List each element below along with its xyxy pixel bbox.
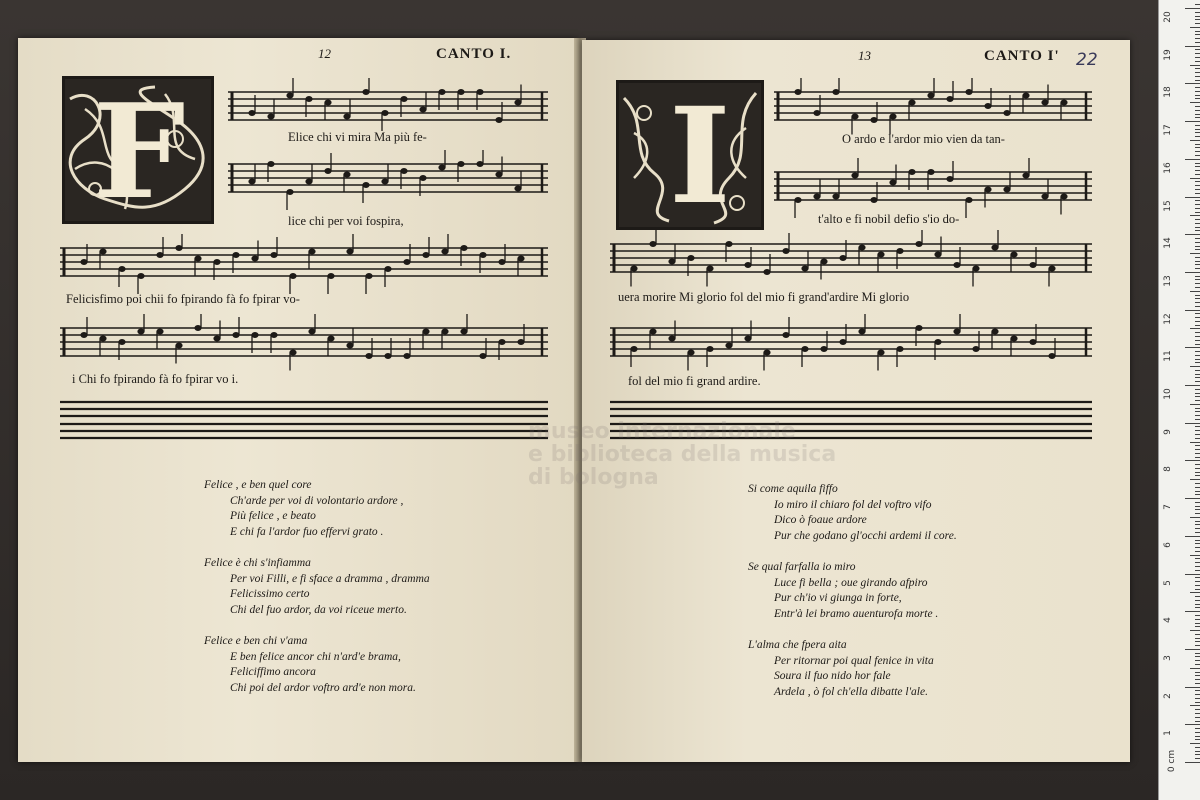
ruler-number: 12 xyxy=(1163,312,1173,325)
poem-line: Soura il fuo nido hor fale xyxy=(774,670,891,682)
ruler-tick xyxy=(1190,705,1200,706)
ruler-tick xyxy=(1195,675,1200,676)
ruler-number: 9 xyxy=(1163,428,1173,435)
ruler-tick xyxy=(1195,72,1200,73)
ruler-tick xyxy=(1195,702,1200,703)
ruler-tick xyxy=(1195,181,1200,182)
ruler-tick xyxy=(1195,16,1200,17)
ruler-tick xyxy=(1195,34,1200,35)
ruler-tick xyxy=(1195,246,1200,247)
ruler-tick xyxy=(1195,532,1200,533)
ruler-tick xyxy=(1195,317,1200,318)
ruler-tick xyxy=(1185,197,1200,198)
initial-letter: F xyxy=(93,75,186,228)
ruler-tick xyxy=(1195,521,1200,522)
ruler-tick xyxy=(1195,694,1200,695)
ruler-tick xyxy=(1195,449,1200,450)
ruler-tick xyxy=(1185,159,1200,160)
ruler-tick xyxy=(1195,38,1200,39)
ruler-tick xyxy=(1195,129,1200,130)
ruler-tick xyxy=(1195,321,1200,322)
watermark-line: museo internazionale xyxy=(528,419,796,444)
ruler-tick xyxy=(1195,313,1200,314)
music-staff-1 xyxy=(774,78,1092,138)
ruler-tick xyxy=(1190,668,1200,669)
ruler-tick xyxy=(1195,438,1200,439)
ruler-tick xyxy=(1195,87,1200,88)
ruler-tick xyxy=(1185,347,1200,348)
music-staff-4 xyxy=(60,314,548,374)
ruler-tick xyxy=(1185,724,1200,725)
ruler-tick xyxy=(1195,166,1200,167)
ruler-tick xyxy=(1195,653,1200,654)
ruler-tick xyxy=(1195,604,1200,605)
ruler-tick xyxy=(1195,279,1200,280)
ruler-tick xyxy=(1195,332,1200,333)
ruler-tick xyxy=(1185,762,1200,763)
poem-line: Dico ò foaue ardore xyxy=(774,514,867,526)
stanza xyxy=(748,638,957,700)
ruler-tick xyxy=(1190,592,1200,593)
ruler-tick xyxy=(1195,491,1200,492)
ruler-tick xyxy=(1195,381,1200,382)
ruler-tick xyxy=(1195,551,1200,552)
ruler-tick xyxy=(1195,57,1200,58)
ruler-tick xyxy=(1195,634,1200,635)
ruler-tick xyxy=(1195,351,1200,352)
lyric-line-3: uera morire Mi glorio fol del mio fi grand'ardire Mi glorio xyxy=(618,290,910,304)
ruler-number: 2 xyxy=(1163,692,1173,699)
poem-line: Entr'à lei bramo auenturofa morte . xyxy=(774,607,939,620)
ruler-number: 19 xyxy=(1163,48,1173,61)
ruler-tick xyxy=(1195,4,1200,5)
ruler-tick xyxy=(1195,509,1200,510)
ruler-tick xyxy=(1190,517,1200,518)
ruler-tick xyxy=(1195,268,1200,269)
poem-line: Si come aquila fiffo xyxy=(748,483,838,495)
ruler-tick xyxy=(1195,453,1200,454)
ruler-tick xyxy=(1195,230,1200,231)
ruler-tick xyxy=(1195,641,1200,642)
ruler-tick xyxy=(1195,747,1200,748)
ruler-tick xyxy=(1195,751,1200,752)
lyric-line-4: fol del mio fi grand ardire. xyxy=(628,374,761,388)
ruler-tick xyxy=(1195,325,1200,326)
ruler-tick xyxy=(1195,374,1200,375)
poem-line: Pur ch'io vi giunga in forte, xyxy=(774,592,902,604)
ruler-tick xyxy=(1195,656,1200,657)
ruler-tick xyxy=(1195,615,1200,616)
stanza xyxy=(204,556,430,618)
left-page xyxy=(18,38,578,762)
ruler-tick xyxy=(1195,68,1200,69)
ruler-tick xyxy=(1195,23,1200,24)
ruler-tick xyxy=(1195,208,1200,209)
ruler-tick xyxy=(1195,257,1200,258)
ruler-tick xyxy=(1185,460,1200,461)
ruler-number: 11 xyxy=(1163,350,1173,363)
ruler-tick xyxy=(1195,212,1200,213)
ruler-tick xyxy=(1195,683,1200,684)
ruler-tick xyxy=(1185,234,1200,235)
ruler-tick xyxy=(1195,472,1200,473)
ruler-tick xyxy=(1195,698,1200,699)
ruler-tick xyxy=(1195,623,1200,624)
ruler-tick xyxy=(1195,53,1200,54)
ruler-number: 15 xyxy=(1163,199,1173,212)
lyric-line-4: i Chi fo fpirando fà fo fpirar vo i. xyxy=(72,372,239,386)
music-staff-4 xyxy=(610,314,1092,374)
ruler-tick xyxy=(1195,219,1200,220)
ruler-tick xyxy=(1195,147,1200,148)
ruler-tick xyxy=(1195,415,1200,416)
ruler-tick xyxy=(1195,426,1200,427)
ruler-tick xyxy=(1195,709,1200,710)
ruler-tick xyxy=(1195,193,1200,194)
ruler-tick xyxy=(1195,664,1200,665)
ruler-tick xyxy=(1195,155,1200,156)
ruler-tick xyxy=(1195,355,1200,356)
poem-line: Chi del fuo ardor, da voi riceue merto. xyxy=(230,603,407,616)
ruler-tick xyxy=(1195,359,1200,360)
music-staff-2 xyxy=(228,150,548,210)
ruler-tick xyxy=(1190,140,1200,141)
ruler-tick xyxy=(1195,283,1200,284)
ruler-tick xyxy=(1190,442,1200,443)
music-staff-3 xyxy=(60,234,548,294)
poem-line: Felicissimo certo xyxy=(230,588,310,600)
ruler-number: 8 xyxy=(1163,466,1173,473)
ruler-tick xyxy=(1190,178,1200,179)
ruler-tick xyxy=(1195,562,1200,563)
watermark-line: e biblioteca della musica xyxy=(528,442,837,467)
ruler-tick xyxy=(1195,170,1200,171)
page-number: 13 xyxy=(858,48,871,63)
ruler-tick xyxy=(1195,200,1200,201)
ruler-tick xyxy=(1195,464,1200,465)
ruler-tick xyxy=(1195,336,1200,337)
ruler-number: 16 xyxy=(1163,162,1173,174)
ruler-tick xyxy=(1195,61,1200,62)
stanza xyxy=(748,560,957,622)
ruler-tick xyxy=(1195,660,1200,661)
ruler-tick xyxy=(1195,306,1200,307)
ruler-tick xyxy=(1195,31,1200,32)
page-header: CANTO I' xyxy=(984,48,1060,64)
ruler-tick xyxy=(1190,743,1200,744)
ruler-tick xyxy=(1195,340,1200,341)
ruler-tick xyxy=(1195,110,1200,111)
ruler-tick xyxy=(1195,457,1200,458)
page-number: 12 xyxy=(318,46,331,61)
ruler-tick xyxy=(1195,298,1200,299)
ruler-tick xyxy=(1185,498,1200,499)
ruler-tick xyxy=(1195,377,1200,378)
ruler-tick xyxy=(1195,393,1200,394)
ruler-tick xyxy=(1195,174,1200,175)
ruler-tick xyxy=(1195,249,1200,250)
poem-line: Pur che godano gl'occhi ardemi il core. xyxy=(774,529,957,542)
ruler-tick xyxy=(1195,362,1200,363)
poem-text xyxy=(748,482,957,716)
library-watermark xyxy=(528,420,836,489)
ruler-tick xyxy=(1185,649,1200,650)
ruler-tick xyxy=(1195,238,1200,239)
ruler-tick xyxy=(1195,728,1200,729)
poem-text xyxy=(204,478,430,712)
ruler-tick xyxy=(1195,732,1200,733)
poem-line: Luce fi bella ; oue girando afpiro xyxy=(774,576,928,589)
ruler-number: 18 xyxy=(1163,86,1173,99)
ruler-tick xyxy=(1195,396,1200,397)
poem-line: Felice è chi s'infiamma xyxy=(204,557,311,569)
ruler-tick xyxy=(1185,385,1200,386)
ruler-tick xyxy=(1195,717,1200,718)
poem-line: L'alma che fpera aita xyxy=(748,639,847,651)
poem-line: Ardela , ò fol ch'ella dibatte l'ale. xyxy=(774,685,928,698)
ruler-tick xyxy=(1195,144,1200,145)
ruler-tick xyxy=(1195,524,1200,525)
ruler-tick xyxy=(1195,419,1200,420)
ruler-tick xyxy=(1195,132,1200,133)
ruler-tick xyxy=(1185,574,1200,575)
ruler-number: 3 xyxy=(1163,655,1173,661)
decorated-initial xyxy=(616,79,764,234)
ruler-tick xyxy=(1195,80,1200,81)
ruler-tick xyxy=(1195,754,1200,755)
ruler-tick xyxy=(1195,117,1200,118)
ruler-tick xyxy=(1190,102,1200,103)
lyric-line-1: O ardo e l'ardor mio vien da tan- xyxy=(842,132,1005,146)
ruler-tick xyxy=(1195,151,1200,152)
ruler-tick xyxy=(1195,163,1200,164)
ruler-tick xyxy=(1195,577,1200,578)
ruler-tick xyxy=(1190,253,1200,254)
music-staff-1 xyxy=(228,78,548,138)
ruler-tick xyxy=(1195,12,1200,13)
ruler-tick xyxy=(1185,8,1200,9)
ruler-number: 5 xyxy=(1163,579,1173,586)
ruler-tick xyxy=(1195,276,1200,277)
ruler-tick xyxy=(1195,528,1200,529)
ruler-tick xyxy=(1195,400,1200,401)
ruler-tick xyxy=(1190,366,1200,367)
decorated-initial xyxy=(62,75,214,228)
music-staff-3 xyxy=(610,230,1092,290)
ruler-tick xyxy=(1195,721,1200,722)
ruler-tick xyxy=(1195,596,1200,597)
ruler-tick xyxy=(1195,98,1200,99)
ruler-tick xyxy=(1195,713,1200,714)
ruler-tick xyxy=(1195,189,1200,190)
ruler-tick xyxy=(1195,626,1200,627)
ruler-tick xyxy=(1195,264,1200,265)
ruler-tick xyxy=(1190,479,1200,480)
ruler-tick xyxy=(1195,411,1200,412)
ruler-tick xyxy=(1195,91,1200,92)
ruler-tick xyxy=(1195,690,1200,691)
ruler-tick xyxy=(1195,49,1200,50)
ruler-tick xyxy=(1185,121,1200,122)
poem-line: Io miro il chiaro fol del voftro vifo xyxy=(774,498,932,511)
ruler-number: 6 xyxy=(1163,541,1173,548)
lyric-line-1: Elice chi vi mira Ma più fe- xyxy=(288,130,427,144)
poem-line: Ch'arde per voi di volontario ardore , xyxy=(230,494,404,507)
ruler-tick xyxy=(1195,585,1200,586)
ruler-tick xyxy=(1195,483,1200,484)
poem-line: Felice e ben chi v'ama xyxy=(204,635,308,647)
watermark-line: di bologna xyxy=(528,465,659,490)
ruler-tick xyxy=(1195,344,1200,345)
poem-line: Felice , e ben quel core xyxy=(204,479,312,491)
ruler-tick xyxy=(1185,611,1200,612)
ruler-tick xyxy=(1185,536,1200,537)
ruler-tick xyxy=(1185,687,1200,688)
poem-line: Feliciffimo ancora xyxy=(230,666,316,678)
ruler-tick xyxy=(1195,739,1200,740)
poem-line: Chi poi del ardor voftro ard'e non mora. xyxy=(230,681,416,694)
ruler-tick xyxy=(1195,600,1200,601)
ruler-tick xyxy=(1195,619,1200,620)
ruler-number: 13 xyxy=(1163,275,1173,287)
ruler-tick xyxy=(1195,287,1200,288)
poem-line: E ben felice ancor chi n'ard'e brama, xyxy=(230,650,401,663)
ruler-tick xyxy=(1195,679,1200,680)
ruler-tick xyxy=(1195,570,1200,571)
ruler-tick xyxy=(1195,302,1200,303)
ruler-tick xyxy=(1195,114,1200,115)
ruler-tick xyxy=(1195,540,1200,541)
ruler-tick xyxy=(1195,389,1200,390)
page-header: CANTO I. xyxy=(436,46,512,62)
ruler-tick xyxy=(1190,65,1200,66)
ruler-tick xyxy=(1195,227,1200,228)
ruler-tick xyxy=(1195,487,1200,488)
ruler-tick xyxy=(1195,204,1200,205)
ruler-tick xyxy=(1195,468,1200,469)
ruler-tick xyxy=(1195,95,1200,96)
poem-line: Più felice , e beato xyxy=(230,510,316,522)
ruler-tick xyxy=(1195,106,1200,107)
handwritten-folio: 22 xyxy=(1076,50,1098,70)
ruler-tick xyxy=(1195,547,1200,548)
ruler-tick xyxy=(1195,672,1200,673)
ruler-tick xyxy=(1190,328,1200,329)
poem-line: E chi fa l'ardor fuo effervi grato . xyxy=(230,525,384,538)
ruler-tick xyxy=(1195,185,1200,186)
stanza xyxy=(748,482,957,544)
ruler-tick xyxy=(1190,291,1200,292)
music-staff-2 xyxy=(774,158,1092,218)
ruler-tick xyxy=(1195,581,1200,582)
ruler-number: 20 xyxy=(1163,11,1173,23)
ruler-tick xyxy=(1195,506,1200,507)
stanza xyxy=(204,634,430,696)
ruler-tick xyxy=(1195,295,1200,296)
ruler-unit: 0 cm xyxy=(1167,749,1178,773)
measuring-ruler xyxy=(1158,0,1200,800)
ruler-tick xyxy=(1195,136,1200,137)
ruler-tick xyxy=(1195,19,1200,20)
ruler-tick xyxy=(1195,261,1200,262)
ruler-tick xyxy=(1195,638,1200,639)
ruler-tick xyxy=(1195,408,1200,409)
ruler-tick xyxy=(1195,543,1200,544)
ruler-tick xyxy=(1195,445,1200,446)
lyric-line-2: lice chi per voi fospira, xyxy=(288,214,404,228)
ruler-tick xyxy=(1190,215,1200,216)
ruler-tick xyxy=(1195,758,1200,759)
ruler-tick xyxy=(1195,370,1200,371)
poem-line: Per ritornar poi qual fenice in vita xyxy=(774,654,934,667)
lyric-line-2: t'alto e fi nobil defio s'io do- xyxy=(818,212,960,226)
ruler-tick xyxy=(1190,27,1200,28)
ruler-tick xyxy=(1195,736,1200,737)
stanza xyxy=(204,478,430,540)
ruler-tick xyxy=(1195,223,1200,224)
ruler-tick xyxy=(1195,589,1200,590)
lyric-line-3: Felicisfimo poi chii fo fpirando fà fo fpirar vo- xyxy=(66,292,300,306)
ruler-tick xyxy=(1195,76,1200,77)
ruler-number: 14 xyxy=(1163,237,1173,249)
ruler-tick xyxy=(1190,555,1200,556)
ruler-tick xyxy=(1195,566,1200,567)
ruler-number: 10 xyxy=(1163,388,1173,400)
ruler-tick xyxy=(1195,607,1200,608)
ruler-number: 4 xyxy=(1163,617,1173,624)
poem-line: Se qual farfalla io miro xyxy=(748,561,856,573)
ruler-number: 17 xyxy=(1163,124,1173,136)
ruler-tick xyxy=(1185,423,1200,424)
ruler-tick xyxy=(1195,475,1200,476)
right-page xyxy=(582,40,1130,762)
ruler-tick xyxy=(1195,502,1200,503)
initial-letter: I xyxy=(669,79,731,234)
ruler-number: 7 xyxy=(1163,504,1173,510)
ruler-tick xyxy=(1190,630,1200,631)
ruler-tick xyxy=(1195,645,1200,646)
ruler-tick xyxy=(1195,125,1200,126)
poem-line: Per voi Filli, e fi sface a dramma , dramma xyxy=(230,572,430,585)
ruler-tick xyxy=(1195,558,1200,559)
ruler-tick xyxy=(1185,272,1200,273)
ruler-tick xyxy=(1195,430,1200,431)
ruler-tick xyxy=(1185,46,1200,47)
ruler-tick xyxy=(1185,310,1200,311)
ruler-tick xyxy=(1195,434,1200,435)
ruler-number: 1 xyxy=(1163,730,1173,737)
ruler-tick xyxy=(1190,404,1200,405)
ruler-tick xyxy=(1195,242,1200,243)
ruler-tick xyxy=(1195,42,1200,43)
ruler-tick xyxy=(1195,513,1200,514)
ruler-tick xyxy=(1185,83,1200,84)
empty-staff xyxy=(60,396,548,442)
ruler-tick xyxy=(1195,494,1200,495)
